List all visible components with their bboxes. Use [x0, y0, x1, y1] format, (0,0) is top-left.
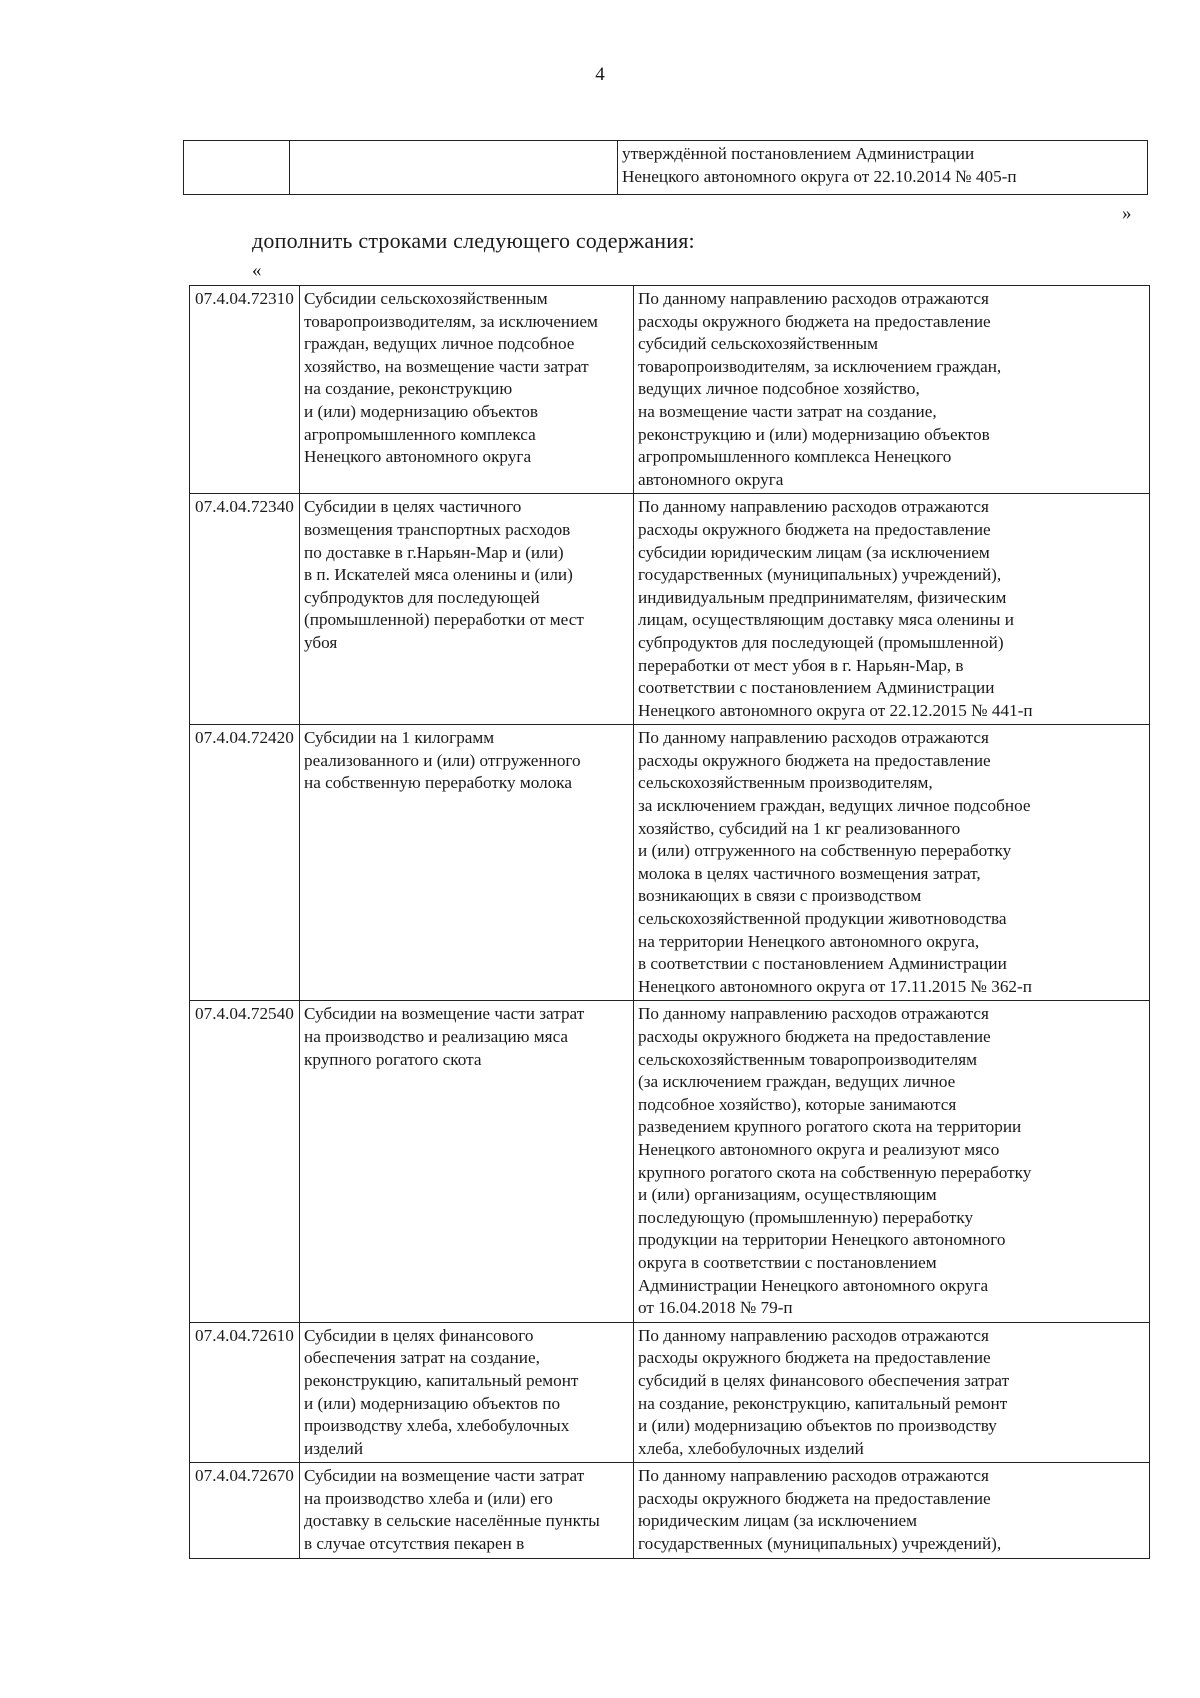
- text-line: Ненецкого автономного округа от 22.12.2015 № 441-п: [638, 700, 1033, 720]
- table-row: [190, 725, 1150, 1001]
- text-line: государственных (муниципальных) учреждений),: [638, 565, 1002, 585]
- text-line: субсидий в целях финансового обеспечения затрат: [638, 1370, 1010, 1390]
- text-line: субпродуктов для последующей: [304, 587, 540, 607]
- text-line: По данному направлению расходов отражаются: [638, 1325, 989, 1345]
- text-line: округа в соответствии с постановлением: [638, 1252, 937, 1272]
- text-line: в п. Искателей мяса оленины и (или): [304, 565, 573, 585]
- text-line: сельскохозяйственным производителям,: [638, 773, 933, 793]
- text-line: на территории Ненецкого автономного округа,: [638, 931, 980, 951]
- text-line: По данному направлению расходов отражаются: [638, 1466, 989, 1486]
- text-line: и (или) организациям, осуществляющим: [638, 1185, 937, 1205]
- text-line: на создание, реконструкцию, капитальный ремонт: [638, 1393, 1008, 1413]
- text-line: товаропроизводителям, за исключением граждан,: [638, 356, 1002, 376]
- code-cell: 07.4.04.72670: [190, 1463, 300, 1558]
- text-line: по доставке в г.Нарьян-Мар и (или): [304, 542, 564, 562]
- name-cell: [300, 1322, 634, 1463]
- text-line: агропромышленного комплекса Ненецкого: [638, 447, 952, 467]
- text-line: сельскохозяйственным товаропроизводителям: [638, 1049, 977, 1069]
- text-line: Субсидии на возмещение части затрат: [304, 1466, 585, 1486]
- name-cell: [300, 1001, 634, 1322]
- expense-directions-table: [189, 285, 1150, 1559]
- text-line: подсобное хозяйство), которые занимаются: [638, 1094, 957, 1114]
- text-line: хлеба, хлебобулочных изделий: [638, 1438, 864, 1458]
- description-cell: [634, 1001, 1150, 1322]
- text-line: продукции на территории Ненецкого автономного: [638, 1230, 1006, 1250]
- description-cell: [634, 725, 1150, 1001]
- text-line: Субсидии в целях финансового: [304, 1325, 534, 1345]
- closing-quote: »: [1122, 203, 1132, 224]
- table-row: [190, 494, 1150, 725]
- text-line: Субсидии на возмещение части затрат: [304, 1004, 585, 1024]
- text-line: и (или) модернизацию объектов: [304, 401, 539, 421]
- table-row: [190, 1322, 1150, 1463]
- text-line: расходы окружного бюджета на предоставление: [638, 1027, 991, 1046]
- text-line: и (или) отгруженного на собственную переработку: [638, 841, 1012, 861]
- text-line: расходы окружного бюджета на предоставление: [638, 1488, 991, 1508]
- text-line: Ненецкого автономного округа от 17.11.2015 № 362-п: [638, 976, 1032, 996]
- text-line: убоя: [304, 632, 338, 652]
- text-line: Ненецкого автономного округа и реализуют мясо: [638, 1139, 1000, 1159]
- text-line: индивидуальным предпринимателям, физическим: [638, 587, 1007, 607]
- text-line: По данному направлению расходов отражаются: [638, 289, 989, 308]
- text-line: расходы окружного бюджета на предоставление: [638, 750, 991, 770]
- table-row: [184, 141, 1148, 195]
- description-cell: [634, 494, 1150, 725]
- text-line: (за исключением граждан, ведущих личное: [638, 1072, 956, 1092]
- name-cell: [300, 725, 634, 1001]
- text-line: реконструкцию, капитальный ремонт: [304, 1370, 579, 1390]
- description-cell: [634, 1322, 1150, 1463]
- text-line: государственных (муниципальных) учреждений),: [638, 1534, 1002, 1554]
- text-line: в случае отсутствия пекарен в: [304, 1534, 525, 1554]
- text-line: крупного рогатого скота на собственную переработку: [638, 1162, 1032, 1182]
- table-row: [190, 286, 1150, 494]
- text-line: Ненецкого автономного округа от 22.10.2014 № 405-п: [622, 166, 1017, 186]
- text-line: на производство и реализацию мяса: [304, 1027, 569, 1046]
- text-line: сельскохозяйственной продукции животноводства: [638, 909, 1007, 929]
- text-line: По данному направлению расходов отражаются: [638, 1004, 989, 1024]
- text-line: Субсидии на 1 килограмм: [304, 728, 495, 748]
- text-line: реализованного и (или) отгруженного: [304, 750, 581, 770]
- text-line: реконструкцию и (или) модернизацию объектов: [638, 424, 990, 444]
- text-line: ведущих личное подсобное хозяйство,: [638, 379, 920, 399]
- text-line: лицам, осуществляющим доставку мяса оленины и: [638, 610, 1014, 630]
- text-line: изделий: [304, 1438, 364, 1458]
- page-number: 4: [595, 64, 605, 85]
- text-line: переработки от мест убоя в г. Нарьян-Мар, в: [638, 655, 964, 675]
- text-line: товаропроизводителям, за исключением: [304, 311, 598, 331]
- code-cell: 07.4.04.72420: [190, 725, 300, 1001]
- name-cell: [300, 494, 634, 725]
- text-line: агропромышленного комплекса: [304, 424, 536, 444]
- text-line: утверждённой постановлением Администрации: [622, 144, 975, 163]
- text-line: на производство хлеба и (или) его: [304, 1488, 553, 1508]
- text-line: обеспечения затрат на создание,: [304, 1348, 540, 1368]
- text-line: субсидии юридическим лицам (за исключением: [638, 542, 990, 562]
- text-line: от 16.04.2018 № 79-п: [638, 1298, 793, 1318]
- text-line: Администрации Ненецкого автономного округа: [638, 1275, 989, 1295]
- text-line: субсидий сельскохозяйственным: [638, 334, 878, 354]
- code-cell: 07.4.04.72340: [190, 494, 300, 725]
- code-cell: 07.4.04.72540: [190, 1001, 300, 1322]
- text-line: (промышленной) переработки от мест: [304, 610, 584, 630]
- text-line: хозяйство, субсидий на 1 кг реализованного: [638, 818, 961, 838]
- description-cell: [618, 141, 1148, 195]
- text-line: на создание, реконструкцию: [304, 379, 513, 399]
- name-cell: [300, 1463, 634, 1558]
- text-line: молока в целях частичного возмещения затрат,: [638, 863, 981, 883]
- code-cell: 07.4.04.72310: [190, 286, 300, 494]
- text-line: за исключением граждан, ведущих личное подсобное: [638, 796, 1031, 816]
- text-line: последующую (промышленную) переработку: [638, 1207, 974, 1227]
- text-line: возникающих в связи с производством: [638, 886, 922, 906]
- code-cell: 07.4.04.72610: [190, 1322, 300, 1463]
- text-line: возмещения транспортных расходов: [304, 519, 571, 539]
- description-cell: [634, 1463, 1150, 1558]
- text-line: По данному направлению расходов отражаются: [638, 728, 989, 748]
- text-line: соответствии с постановлением Администрации: [638, 678, 995, 698]
- text-line: Субсидии сельскохозяйственным: [304, 289, 548, 308]
- name-cell: [300, 286, 634, 494]
- text-line: на собственную переработку молока: [304, 773, 573, 793]
- text-line: хозяйство, на возмещение части затрат: [304, 356, 589, 376]
- code-cell: [184, 141, 290, 195]
- text-line: производству хлеба, хлебобулочных: [304, 1416, 570, 1436]
- text-line: расходы окружного бюджета на предоставление: [638, 1348, 991, 1368]
- text-line: субпродуктов для последующей (промышленной): [638, 632, 1004, 652]
- name-cell: [290, 141, 618, 195]
- text-line: доставку в сельские населённые пункты: [304, 1511, 600, 1531]
- text-line: в соответствии с постановлением Администрации: [638, 954, 1007, 974]
- table-row: [190, 1463, 1150, 1558]
- text-line: и (или) модернизацию объектов по: [304, 1393, 561, 1413]
- text-line: Субсидии в целях частичного: [304, 497, 522, 517]
- text-line: граждан, ведущих личное подсобное: [304, 334, 575, 354]
- text-line: расходы окружного бюджета на предоставление: [638, 311, 991, 331]
- intro-text: дополнить строками следующего содержания:: [252, 228, 695, 253]
- text-line: По данному направлению расходов отражаются: [638, 497, 989, 517]
- text-line: расходы окружного бюджета на предоставление: [638, 519, 991, 539]
- text-line: разведением крупного рогатого скота на территории: [638, 1117, 1022, 1137]
- text-line: автономного округа: [638, 469, 784, 489]
- text-line: и (или) модернизацию объектов по производству: [638, 1416, 997, 1436]
- description-cell: [634, 286, 1150, 494]
- table-row: [190, 1001, 1150, 1322]
- table-body: [190, 286, 1150, 1559]
- opening-quote: «: [252, 260, 262, 281]
- text-line: юридическим лицам (за исключением: [638, 1511, 917, 1531]
- continuation-table: [183, 140, 1148, 195]
- text-line: на возмещение части затрат на создание,: [638, 401, 937, 421]
- text-line: Ненецкого автономного округа: [304, 447, 532, 467]
- text-line: крупного рогатого скота: [304, 1049, 482, 1069]
